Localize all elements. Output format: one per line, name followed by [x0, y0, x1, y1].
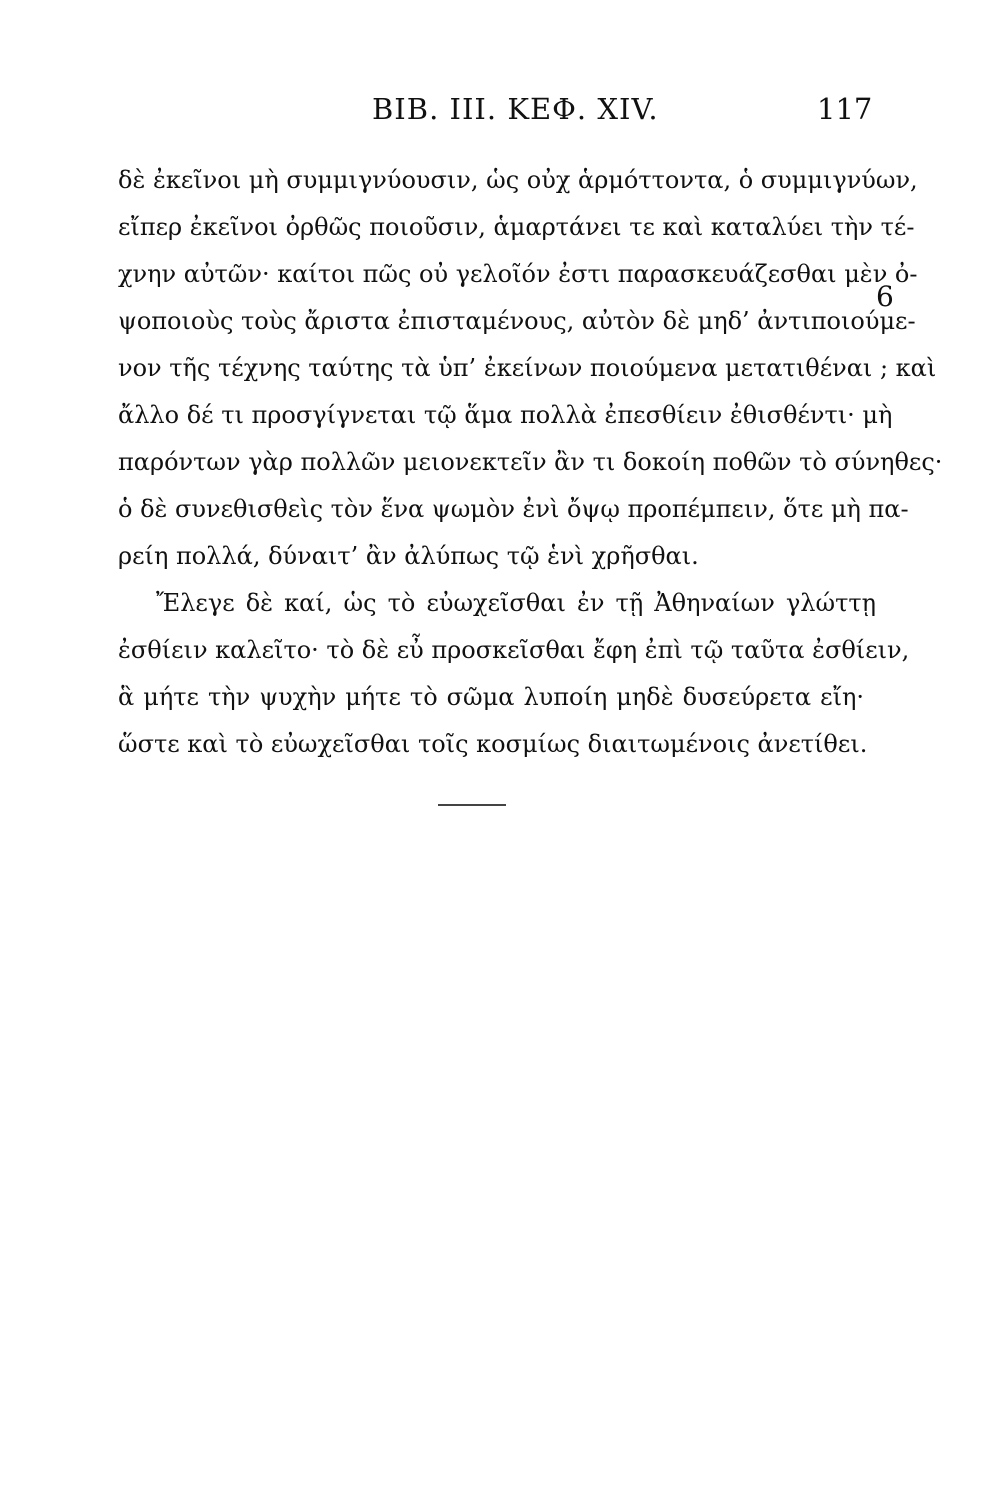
- page-number: 117: [817, 92, 873, 126]
- text-line-12: ἃ μήτε τὴν ψυχὴν μήτε τὸ σῶμα λυποίη μηδὲ δυσεύρετα εἴη·: [118, 683, 864, 711]
- text-line-6: ἄλλο δέ τι προσγίγνεται τῷ ἅμα πολλὰ ἐπεσθίειν ἐθισθέντι· μὴ: [118, 401, 893, 429]
- margin-section-number: 6: [876, 280, 894, 313]
- text-line-8: ὁ δὲ συνεθισθεὶς τὸν ἕνα ψωμὸν ἐνὶ ὄψῳ προπέμπειν, ὅτε μὴ πα-: [118, 495, 909, 523]
- text-line-4: ψοποιοὺς τοὺς ἄριστα ἐπισταμένους, αὐτὸν δὲ μηδ’ ἀντιποιούμε-: [118, 307, 916, 335]
- text-line-3: χνην αὐτῶν· καίτοι πῶς οὐ γελοῖόν ἐστι παρασκευάζεσθαι μὲν ὀ-: [118, 260, 918, 288]
- text-line-7: παρόντων γὰρ πολλῶν μειονεκτεῖν ἂν τι δοκοίη ποθῶν τὸ σύνηθες·: [118, 448, 943, 476]
- text-line-5: νον τῆς τέχνης ταύτης τὰ ὑπ’ ἐκείνων ποιούμενα μετατιθέναι ; καὶ: [118, 354, 937, 382]
- text-line-10-paragraph-start: Ἔλεγε δὲ καί, ὡς τὸ εὐωχεῖσθαι ἐν τῇ Ἀθηναίων γλώττῃ: [156, 589, 876, 617]
- text-line-1: δὲ ἐκεῖνοι μὴ συμμιγνύουσιν, ὡς οὐχ ἁρμόττοντα, ὁ συμμιγνύων,: [118, 166, 918, 194]
- text-line-2: εἴπερ ἐκεῖνοι ὀρθῶς ποιοῦσιν, ἁμαρτάνει τε καὶ καταλύει τὴν τέ-: [118, 213, 915, 241]
- text-line-11: ἐσθίειν καλεῖτο· τὸ δὲ εὖ προσκεῖσθαι ἔφη ἐπὶ τῷ ταῦτα ἐσθίειν,: [118, 636, 910, 664]
- text-line-9: ρείη πολλά, δύναιτ’ ἂν ἀλύπως τῷ ἑνὶ χρῆσθαι.: [118, 542, 699, 570]
- text-line-13: ὥστε καὶ τὸ εὐωχεῖσθαι τοῖς κοσμίως διαιτωμένοις ἀνετίθει.: [118, 730, 868, 758]
- running-head: BIB. III. ΚΕΦ. XIV.: [372, 92, 659, 126]
- end-rule-divider: [438, 804, 506, 806]
